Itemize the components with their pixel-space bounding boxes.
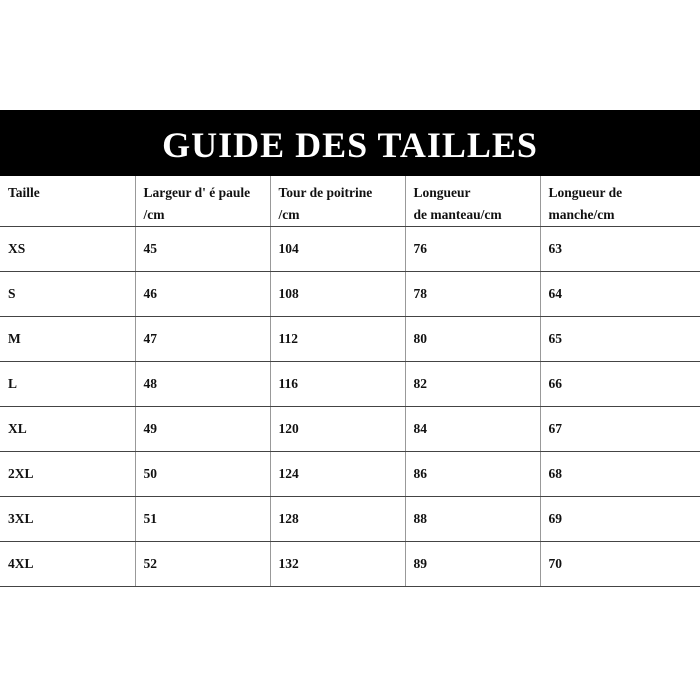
cell-coat-length: 80 [405, 317, 540, 362]
cell-sleeve-length: 64 [540, 272, 700, 317]
page-title: GUIDE DES TAILLES [162, 125, 538, 165]
table-row [0, 452, 700, 497]
cell-coat-length: 84 [405, 407, 540, 452]
cell-size: 4XL [0, 542, 135, 587]
cell-chest: 124 [270, 452, 405, 497]
cell-size: 3XL [0, 497, 135, 542]
cell-coat-length: 82 [405, 362, 540, 407]
cell-chest: 108 [270, 272, 405, 317]
table-row [0, 542, 700, 587]
cell-shoulder-width: 45 [135, 227, 270, 272]
cell-chest: 116 [270, 362, 405, 407]
cell-size: M [0, 317, 135, 362]
header-coat-length [405, 176, 540, 227]
header-size [0, 176, 135, 227]
cell-coat-length: 86 [405, 452, 540, 497]
cell-sleeve-length: 69 [540, 497, 700, 542]
header-chest [270, 176, 405, 227]
table-row [0, 407, 700, 452]
table-row [0, 497, 700, 542]
header-chest-label: Tour de poitrine /cm [278, 185, 373, 222]
cell-chest: 132 [270, 542, 405, 587]
cell-chest: 120 [270, 407, 405, 452]
cell-sleeve-length: 68 [540, 452, 700, 497]
cell-coat-length: 88 [405, 497, 540, 542]
cell-shoulder-width: 50 [135, 452, 270, 497]
title-banner [0, 110, 700, 176]
cell-sleeve-length: 66 [540, 362, 700, 407]
cell-chest: 104 [270, 227, 405, 272]
cell-sleeve-length: 67 [540, 407, 700, 452]
cell-sleeve-length: 63 [540, 227, 700, 272]
cell-shoulder-width: 46 [135, 272, 270, 317]
table-header-row [0, 176, 700, 227]
cell-chest: 128 [270, 497, 405, 542]
cell-size: 2XL [0, 452, 135, 497]
cell-sleeve-length: 65 [540, 317, 700, 362]
header-sleeve-length-label: Longueur de manche/cm [548, 185, 623, 222]
cell-coat-length: 76 [405, 227, 540, 272]
cell-size: S [0, 272, 135, 317]
table-row [0, 362, 700, 407]
table-row [0, 272, 700, 317]
cell-size: XL [0, 407, 135, 452]
table-row [0, 227, 700, 272]
cell-size: L [0, 362, 135, 407]
cell-shoulder-width: 52 [135, 542, 270, 587]
cell-shoulder-width: 51 [135, 497, 270, 542]
cell-chest: 112 [270, 317, 405, 362]
cell-coat-length: 89 [405, 542, 540, 587]
header-size-label: Taille [8, 185, 40, 200]
cell-shoulder-width: 47 [135, 317, 270, 362]
table-row [0, 317, 700, 362]
cell-shoulder-width: 48 [135, 362, 270, 407]
header-shoulder-width-label: Largeur d' é paule /cm [143, 185, 251, 222]
cell-coat-length: 78 [405, 272, 540, 317]
cell-size: XS [0, 227, 135, 272]
size-chart-table [0, 176, 700, 587]
header-sleeve-length [540, 176, 700, 227]
cell-shoulder-width: 49 [135, 407, 270, 452]
header-coat-length-label: Longueur de manteau/cm [413, 185, 502, 222]
cell-sleeve-length: 70 [540, 542, 700, 587]
header-shoulder-width [135, 176, 270, 227]
